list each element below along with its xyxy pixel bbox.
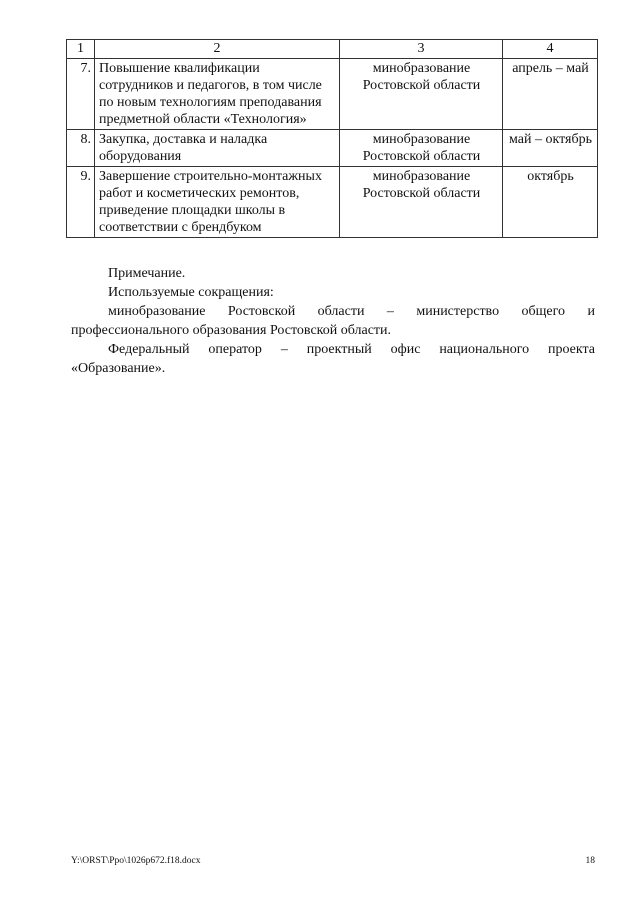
row-number: 8. [67,130,95,167]
file-path: Y:\ORST\Ppo\1026p672.f18.docx [71,856,201,866]
page-number: 18 [585,856,595,866]
column-header-1: 1 [67,40,95,59]
row-number: 7. [67,59,95,130]
abbreviation-item: Федеральный оператор – проектный офис национального проекта «Образование». [71,342,595,376]
notes-subtitle: Используемые сокращения: [108,285,274,300]
row-deadline: октябрь [503,167,598,238]
row-responsible: минобразование Ростовской области [340,167,503,238]
table-row [67,167,598,238]
row-deadline: май – октябрь [503,130,598,167]
row-responsible: минобразование Ростовской области [340,130,503,167]
column-header-4: 4 [503,40,598,59]
table-header-row [67,40,598,59]
row-activity: Завершение строительно-монтажных работ и косметических ремонтов, приведение площадки школы в соответствии с брендбуком [95,167,340,238]
row-activity: Повышение квалификации сотрудников и педагогов, в том числе по новым технологиям преподавания предметной области «Технология» [95,59,340,130]
row-responsible: минобразование Ростовской области [340,59,503,130]
table-row [67,130,598,167]
notes-title: Примечание. [108,266,186,281]
row-activity: Закупка, доставка и наладка оборудования [95,130,340,167]
plan-table [66,39,598,238]
row-deadline: апрель – май [503,59,598,130]
abbreviation-item: минобразование Ростовской области – министерство общего и профессионального образования Ростовской области. [71,304,595,338]
column-header-2: 2 [95,40,340,59]
row-number: 9. [67,167,95,238]
column-header-3: 3 [340,40,503,59]
notes-section [71,264,595,378]
table-row [67,59,598,130]
